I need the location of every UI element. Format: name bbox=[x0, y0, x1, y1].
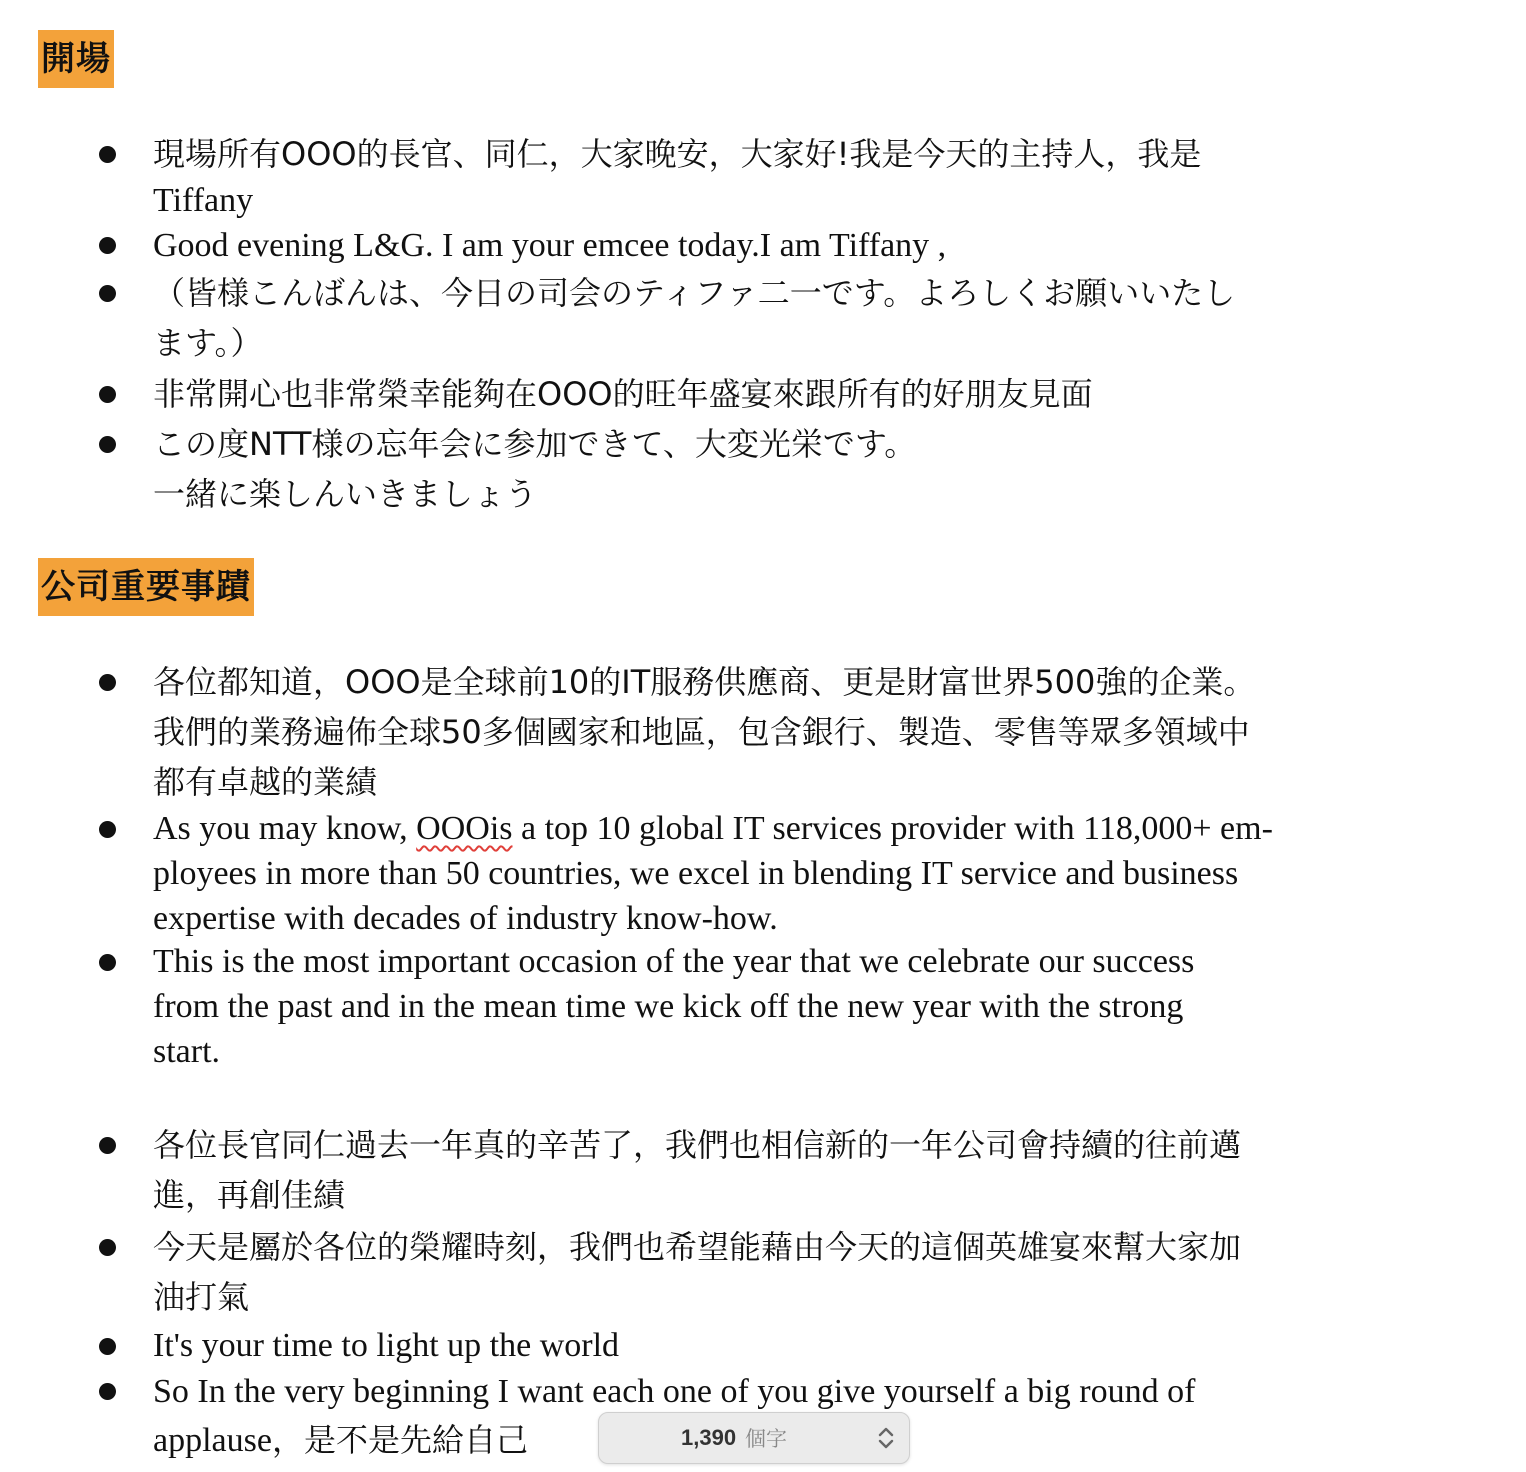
list-item-text: 進，再創佳績 bbox=[153, 1176, 346, 1214]
bullet-icon bbox=[99, 436, 116, 453]
list-item-text: Good evening L&G. I am your emcee today.I am Tiffany , bbox=[153, 227, 947, 264]
list-item-text: （皆様こんばんは、今日の司会のティファ二一です。よろしくお願いいたし bbox=[153, 274, 1236, 312]
list-item-text: 都有卓越的業績 bbox=[153, 763, 378, 801]
list-item-text: ployees in more than 50 countries, we excel in blending IT service and business bbox=[153, 855, 1239, 892]
list-item-text bbox=[153, 806, 1453, 851]
up-down-chevron-icon[interactable] bbox=[877, 1424, 895, 1452]
bullet-icon bbox=[99, 1137, 116, 1154]
list-item-text: ます。） bbox=[153, 324, 263, 362]
spellcheck-flagged-word[interactable]: OOOis bbox=[416, 810, 513, 847]
list-item-text: So In the very beginning I want each one of you give yourself a big round of bbox=[153, 1373, 1196, 1410]
bullet-icon bbox=[99, 821, 116, 838]
word-count-unit: 個字 bbox=[745, 1427, 787, 1451]
text-run: As you may know, bbox=[153, 810, 417, 847]
word-count-number: 1,390 bbox=[681, 1425, 737, 1450]
bullet-icon bbox=[99, 954, 116, 971]
list-item-text: 各位都知道，OOO是全球前10的IT服務供應商、更是財富世界500強的企業。 bbox=[153, 663, 1256, 701]
list-item-text: 一緒に楽しんいきましょう bbox=[153, 475, 538, 513]
bullet-icon bbox=[99, 386, 116, 403]
list-item-text: この度NTT様の忘年会に参加できて、大変光栄です。 bbox=[153, 425, 917, 463]
list-item-text: 我們的業務遍佈全球50多個國家和地區，包含銀行、製造、零售等眾多領域中 bbox=[153, 713, 1250, 751]
word-count-popup[interactable] bbox=[598, 1412, 910, 1464]
list-item-text: Tiffany bbox=[153, 182, 254, 219]
bullet-icon bbox=[99, 285, 116, 302]
list-item-text: start. bbox=[153, 1033, 221, 1070]
list-item-text: 今天是屬於各位的榮耀時刻，我們也希望能藉由今天的這個英雄宴來幫大家加 bbox=[153, 1228, 1242, 1266]
list-item-text: from the past and in the mean time we kick off the new year with the strong bbox=[153, 988, 1184, 1025]
bullet-icon bbox=[99, 1338, 116, 1355]
bullet-icon bbox=[99, 237, 116, 254]
section-heading-opening: 開場 bbox=[38, 30, 114, 88]
section-heading-company-achievements: 公司重要事蹟 bbox=[38, 558, 254, 616]
bullet-icon bbox=[99, 146, 116, 163]
list-item-text: 油打氣 bbox=[153, 1278, 250, 1316]
bullet-icon bbox=[99, 1239, 116, 1256]
list-item-text: 非常開心也非常榮幸能夠在OOO的旺年盛宴來跟所有的好朋友見面 bbox=[153, 375, 1093, 413]
text-run: ，是不是先給自己 bbox=[271, 1421, 528, 1459]
bullet-icon bbox=[99, 674, 116, 691]
list-item-text: It's your time to light up the world bbox=[153, 1327, 620, 1364]
list-item-text: expertise with decades of industry know-how. bbox=[153, 900, 778, 937]
text-run: applause bbox=[153, 1422, 272, 1459]
list-item-text: This is the most important occasion of the year that we celebrate our success bbox=[153, 943, 1195, 980]
list-item-text: 現場所有OOO的長官、同仁，大家晚安，大家好!我是今天的主持人，我是 bbox=[153, 135, 1202, 173]
list-item-text: 各位長官同仁過去一年真的辛苦了，我們也相信新的一年公司會持續的往前邁 bbox=[153, 1126, 1242, 1164]
text-run: a top 10 global IT services provider with 118,000+ em- bbox=[512, 810, 1273, 847]
bullet-icon bbox=[99, 1383, 116, 1400]
